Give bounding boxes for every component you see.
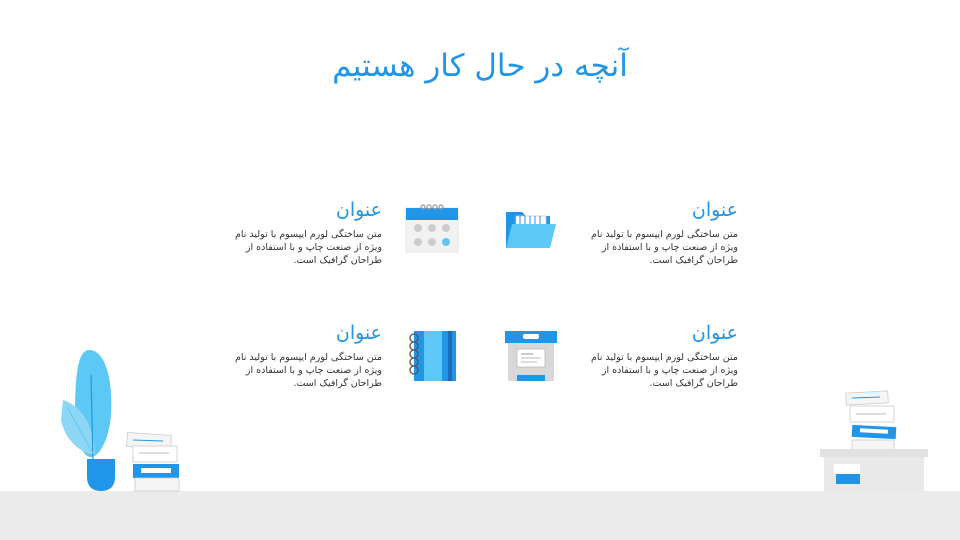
archive-box-icon <box>503 329 559 383</box>
card-title: عنوان <box>691 199 738 221</box>
card-bottom-left <box>222 321 382 390</box>
card-bottom-right <box>578 321 738 390</box>
card-body: متن ساختگی لورم ایپسوم با تولید نام ویژه از صنعت چاپ و با استفاده از طراحان گرافیک است. <box>234 352 382 389</box>
floor-band <box>0 491 960 540</box>
card-title: عنوان <box>335 322 382 344</box>
box-stack-icon <box>818 388 930 492</box>
calendar-icon <box>405 202 459 254</box>
card-top-left <box>222 198 382 267</box>
card-body: متن ساختگی لورم ایپسوم با تولید نام ویژه از صنعت چاپ و با استفاده از طراحان گرافیک است. <box>234 229 382 266</box>
card-body: متن ساختگی لورم ایپسوم با تولید نام ویژه از صنعت چاپ و با استفاده از طراحان گرافیک است. <box>590 229 738 266</box>
notebook-icon <box>406 329 458 383</box>
card-body: متن ساختگی لورم ایپسوم با تولید نام ویژه از صنعت چاپ و با استفاده از طراحان گرافیک است. <box>590 352 738 389</box>
slide-title: آنچه در حال کار هستیم <box>332 48 628 84</box>
card-top-right <box>578 198 738 267</box>
card-title: عنوان <box>335 199 382 221</box>
plant-icon <box>55 345 125 495</box>
folder-icon <box>504 206 558 252</box>
paper-stack-icon <box>125 428 183 493</box>
card-title: عنوان <box>691 322 738 344</box>
